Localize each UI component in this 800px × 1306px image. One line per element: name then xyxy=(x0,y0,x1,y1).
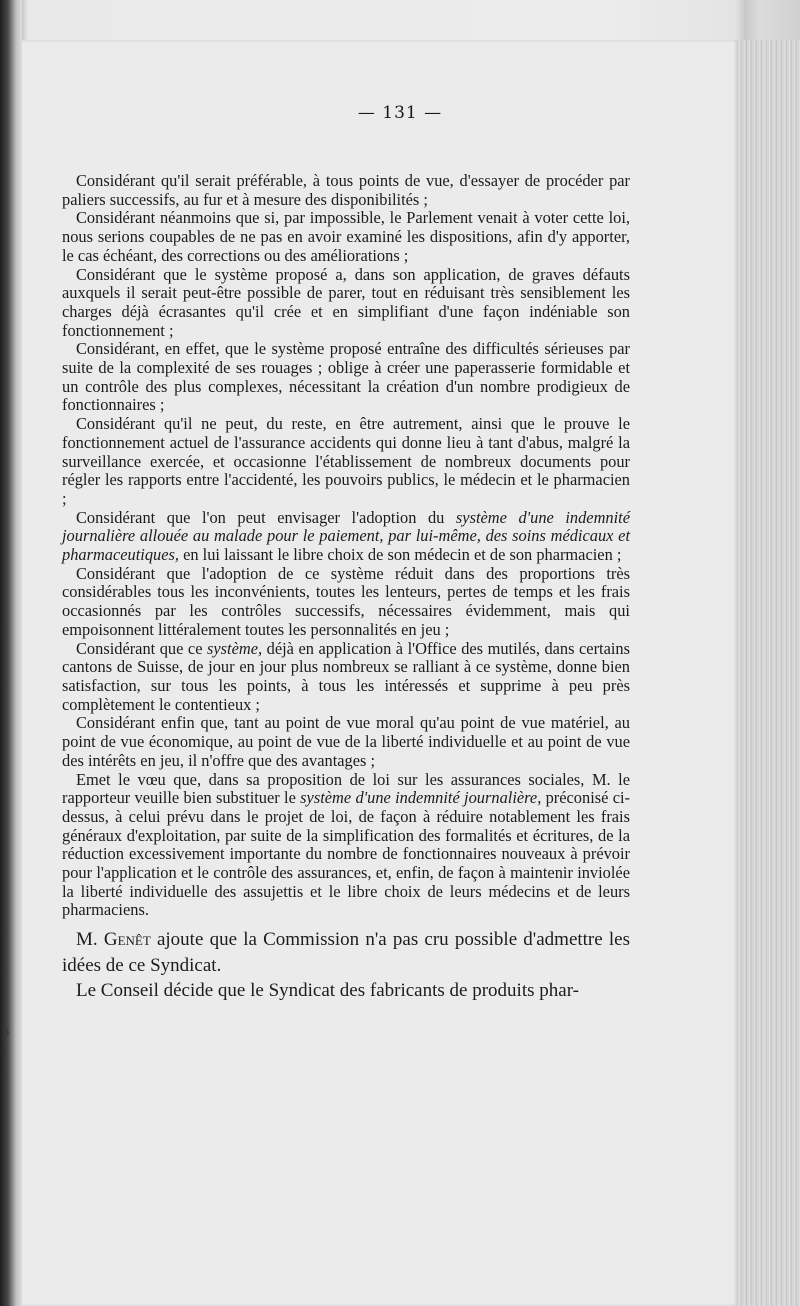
italic-phrase: système d'une indemnité journalière allouée au malade pour le paiement, par lui-même, des soins médicaux et pharmaceutiques, xyxy=(62,507,631,565)
paragraph-large xyxy=(62,978,630,1004)
paragraph xyxy=(62,771,630,921)
paragraph-large xyxy=(62,927,630,978)
paragraph-text: M. xyxy=(76,929,104,951)
edge-glyph: l xyxy=(2,675,7,690)
paragraph-text: en lui laissant le libre choix de son médecin et de son pharmacien ; xyxy=(179,545,622,565)
paragraph xyxy=(62,640,630,715)
paragraph-text: Emet le vœu que, dans sa proposition de loi sur les assurances sociales, M. le rapporteur veuille bien substituer le xyxy=(62,769,630,808)
paragraph: Considérant néanmoins que si, par impossible, le Parlement venait à voter cette loi, nous serions coupables de ne pas en avoir examiné les dispositions, afin d'y apporter, le cas échéant, des corrections ou des améliorations ; xyxy=(62,208,630,265)
edge-glyph: ; xyxy=(2,160,7,175)
edge-glyph: t xyxy=(2,925,8,940)
page-number: — 131 — xyxy=(357,103,443,123)
paragraph-text: Considérant que ce xyxy=(76,638,208,658)
edge-glyph: l xyxy=(2,1065,7,1080)
paragraph-text: déjà en application à l'Office des mutilés, dans certains cantons de Suisse, de jour en jour plus nombreux se ralliant à ce système, donne bien satisfaction, sur tous les points, à tous les intéressés et supprime à peu près complètement le contentieux ; xyxy=(62,638,630,714)
speaker-name: Genêt xyxy=(103,929,151,951)
edge-glyph: l xyxy=(2,775,7,790)
edge-glyph: i xyxy=(2,1045,7,1060)
edge-glyph: i xyxy=(2,600,7,615)
edge-glyph: ɔ xyxy=(2,1025,10,1040)
paragraph: Considérant enfin que, tant au point de vue moral qu'au point de vue matériel, au point de vue économique, au point de vue de la liberté individuelle et au point de vue des intérêts en jeu, il n'offre que des avantages ; xyxy=(62,713,630,770)
italic-phrase: système d'une indemnité journalière, xyxy=(300,788,542,808)
paragraph-text: ajoute que la Commission n'a pas cru possible d'admettre les idées de ce Syndicat. xyxy=(62,929,630,976)
paragraph: Considérant qu'il serait préférable, à tous points de vue, d'essayer de procéder par paliers successifs, au fur et à mesure des disponibilités ; xyxy=(62,171,630,209)
paragraph-text: Considérant que l'on peut envisager l'adoption du xyxy=(76,507,456,527)
body-text xyxy=(62,172,630,1004)
left-page-edge xyxy=(0,0,22,1306)
paragraph: Considérant qu'il ne peut, du reste, en être autrement, ainsi que le prouve le fonctionnement actuel de l'assurance accidents qui donne lieu à tant d'abus, malgré la surveillance exercée, et occasionne l'établissement de nombreux documents pour régler les rapports entre l'accidenté, les pouvoirs publics, le médecin et le pharmacien ; xyxy=(62,414,630,508)
paragraph-text: préconisé ci-dessus, à celui prévu dans le projet de loi, de façon à réduire notablement les frais généraux d'exploitation, par suite de la simplification des formalités et écritures, de la réduction excessivement importante du nombre de fonctionnaires nouveaux à prévoir pour l'application et le contrôle des assurances, et, enfin, de façon à maintenir inviolée la liberté individuelle des assujettis et le libre choix de leurs médecins et de leurs pharmaciens. xyxy=(62,788,630,920)
edge-glyph: i xyxy=(2,745,7,760)
paragraph-text: Le Conseil décide que le Syndicat des fabricants de produits phar- xyxy=(76,980,579,1002)
stacked-page-edges xyxy=(738,40,800,1306)
paragraph: Considérant que le système proposé a, dans son application, de graves défauts auxquels il serait peut-être possible de parer, tout en réduisant très sensiblement les charges déjà écrasantes qu'il crée et en simplifiant d'une façon indéniable son fonctionnement ; xyxy=(62,264,630,340)
edge-glyph: l xyxy=(2,965,7,980)
edge-glyph: t xyxy=(2,625,8,640)
paragraph xyxy=(62,509,630,565)
italic-phrase: système, xyxy=(207,638,263,658)
paragraph: Considérant, en effet, que le système proposé entraîne des difficultés sérieuses par suite de la complexité de ses rouages ; oblige à créer une paperasserie formidable et un contrôle des plus complexes, nécessitant la création d'un nombre prodigieux de fonctionnaires ; xyxy=(62,339,630,415)
edge-glyph: i xyxy=(2,945,7,960)
paragraph: Considérant que l'adoption de ce système réduit dans des proportions très considérables tous les inconvénients, toutes les lenteurs, pertes de temps et les frais occasionnés par les contrôles successifs, nécessaires évidemment, mais qui empoisonnent littéralement toutes les personnalités en jeu ; xyxy=(62,563,630,639)
